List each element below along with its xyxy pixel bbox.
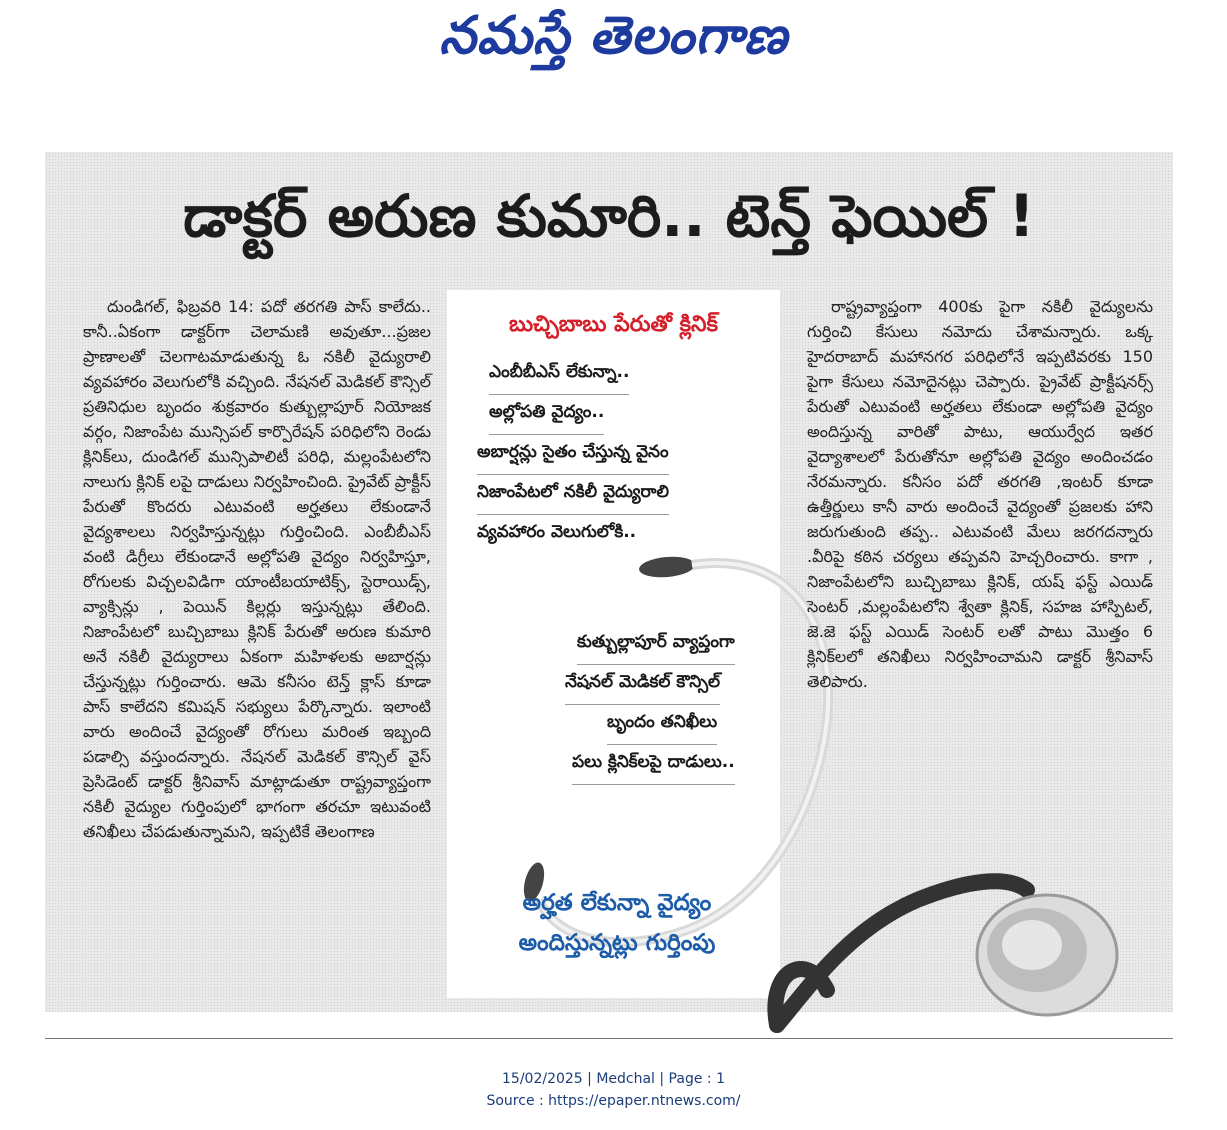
sidebar-point: అబార్షన్లు సైతం చేస్తున్న వైనం <box>477 442 669 475</box>
sidebar-tagline: అందిస్తున్నట్లు గుర్తింపు <box>518 930 716 956</box>
divider <box>45 1038 1173 1039</box>
sidebar-box <box>447 290 780 998</box>
article-column-right <box>807 294 1153 694</box>
sidebar-point: ఎంబీబీఎస్ లేకున్నా.. <box>489 362 629 395</box>
source-link[interactable]: Source : https://epaper.ntnews.com/ <box>486 1093 741 1109</box>
sidebar-point: వ్యవహారం వెలుగులోకి.. <box>477 522 637 542</box>
edition-info: 15/02/2025 | Medchal | Page : 1 <box>502 1071 725 1087</box>
page-footer <box>0 1068 1227 1112</box>
article-column-left <box>83 294 431 844</box>
sidebar-point: నిజాంపేటలో నకిలీ వైద్యురాలి <box>477 482 669 515</box>
sidebar-point: నేషనల్ మెడికల్ కౌన్సిల్ <box>565 672 720 705</box>
sidebar-tagline: అర్హత లేకున్నా వైద్యం <box>522 890 712 916</box>
newspaper-logo: నమస్తే తెలంగాణ <box>439 6 788 66</box>
article-text-left: దుండిగల్, ఫిబ్రవరి 14: పదో తరగతి పాస్ కాలేదు.. కానీ..ఏకంగా డాక్టర్‌గా చెలామణి అవుతూ...ప్రజల ప్రాణాలతో చెలగాటమాడుతున్న ఓ నకిలీ వైద్యురాలి వ్యవహారం వెలుగులోకి వచ్చింది. నేషనల్ మెడికల్ కౌన్సిల్ ప్రతినిధుల బృందం శుక్రవారం కుత్బుల్లాపూర్ నియోజక వర్గం, నిజాంపేట మున్సిపల్ కార్పొరేషన్ పరిధిలోని రెండు క్లినిక్‌లు, దుండిగల్ మున్సిపాలిటీ పరిధి, మల్లంపేటలోని నాలుగు క్లినిక్ లపై దాడులు నిర్వహించింది. ప్రైవేట్ ప్రాక్టీస్ పేరుతో కొందరు ఎటువంటి అర్హతలు లేకుండానే వైద్యశాలలు నిర్వహిస్తున్నట్లు గుర్తించింది. ఎంబీబీఎస్ వంటి డిగ్రీలు లేకుండానే అల్లోపతి వైద్యం నిర్వహిస్తూ, రోగులకు విచ్చలవిడిగా యాంటీబయాటిక్స్, స్టెరాయిడ్స్, వ్యాక్సిన్లు , పెయిన్ కిల్లర్లు ఇస్తున్నట్లు తేలింది. నిజాంపేటలో బుచ్చిబాబు క్లినిక్ పేరుతో అరుణ కుమారి అనే నకిలీ వైద్యురాలు ఏకంగా మహిళలకు అబార్షన్లు చేస్తున్నట్లు గుర్తించారు. ఆమె కనీసం టెన్త్ క్లాస్ కూడా పాస్ కాలేదని కమిషన్ సభ్యులు పేర్కొన్నారు. ఇలాంటి వారు అందించే వైద్యంతో రోగులు మరింత ఇబ్బంది పడాల్సి వస్తుందన్నారు. నేషనల్ మెడికల్ కౌన్సిల్ వైస్ ప్రెసిడెంట్ డాక్టర్ శ్రీనివాస్ మాట్లాడుతూ రాష్ట్రవ్యాప్తంగా నకిలీ వైద్యుల గుర్తింపులో భాగంగా తరచూ ఇటువంటి తనిఖీలు చేపడుతున్నామని, ఇప్పటికే తెలంగాణ <box>83 297 431 841</box>
sidebar-heading: బుచ్చిబాబు పేరుతో క్లినిక్ <box>509 312 718 337</box>
sidebar-point: కుత్బుల్లాపూర్ వ్యాప్తంగా <box>577 632 735 665</box>
article-clipping <box>45 152 1173 1012</box>
sidebar-point: పలు క్లినిక్‌లపై దాడులు.. <box>572 752 735 785</box>
sidebar-point: అల్లోపతి వైద్యం.. <box>489 402 604 435</box>
article-text-right: రాష్ట్రవ్యాప్తంగా 400కు పైగా నకిలీ వైద్యులను గుర్తించి కేసులు నమోదు చేశామన్నారు. ఒక్క హైదరాబాద్ మహానగర పరిధిలోనే ఇప్పటివరకు 150 పైగా కేసులు నమోదైనట్లు చెప్పారు. ప్రైవేట్ ప్రాక్టీషనర్స్ పేరుతో ఎటువంటి అర్హతలు లేకుండా అల్లోపతి వైద్యం అందిస్తున్న వారితో పాటు, ఆయుర్వేద ఇతర వైద్యాశాలలో పేరుతోనూ అల్లోపతి వైద్యం అందించడం నేరమన్నారు. కనీసం పదో తరగతి ,ఇంటర్ కూడా ఉత్తీర్ణులు కానీ వారు అందించే వైద్యంతో ప్రజలకు హాని జరుగుతుంది తప్ప.. ఎటువంటి మేలు జరగదన్నారు .వీరిపై కఠిన చర్యలు తప్పవని హెచ్చరించారు. కాగా , నిజాంపేటలోని బుచ్చిబాబు క్లినిక్, యష్ ఫస్ట్ ఎయిడ్ సెంటర్ ,మల్లంపేటలోని శ్వేతా క్లినిక్, సహజ హాస్పిటల్, జె.జె ఫస్ట్ ఎయిడ్ సెంటర్ లతో పాటు మొత్తం 6 క్లినిక్‌లలో తనిఖీలు నిర్వహించామని డాక్టర్ శ్రీనివాస్ తెలిపారు. <box>807 297 1153 691</box>
masthead <box>0 0 1227 110</box>
article-headline: డాక్టర్ అరుణ కుమారి.. టెన్త్ ఫెయిల్ ! <box>183 182 1035 250</box>
sidebar-point: బృందం తనిఖీలు <box>607 712 717 745</box>
